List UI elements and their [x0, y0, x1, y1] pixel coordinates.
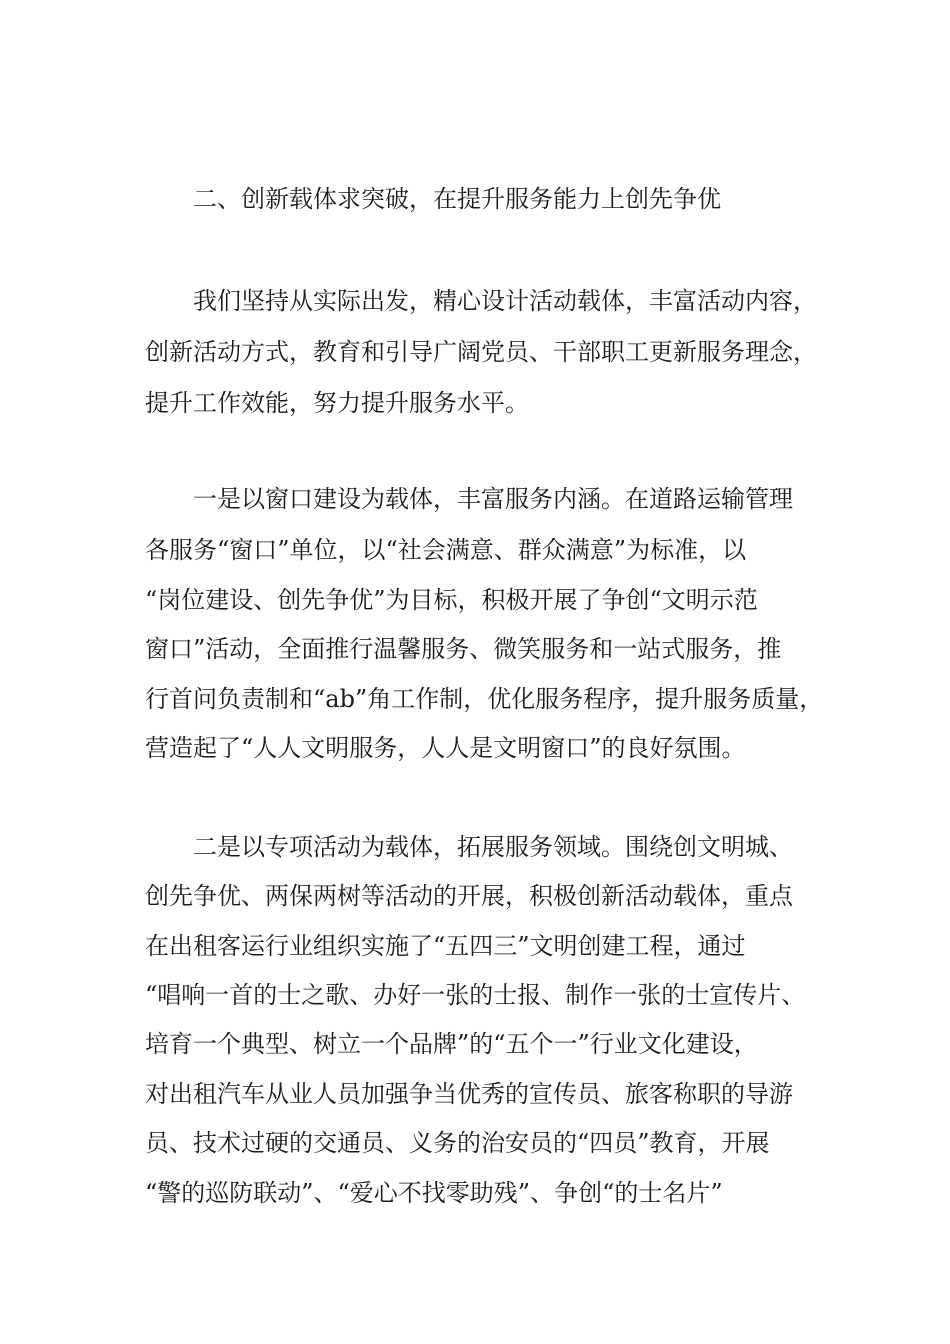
paragraph-line: 对出租汽车从业人员加强争当优秀的宣传员、旅客称职的导游: [145, 1080, 793, 1108]
paragraph-line: 提升工作效能，努力提升服务水平。: [145, 389, 529, 417]
paragraph-line: “唱响一首的士之歌、办好一张的士报、制作一张的士宣传片、: [145, 981, 806, 1009]
paragraph-line: 一是以窗口建设为载体，丰富服务内涵。在道路运输管理: [193, 485, 793, 513]
paragraph-line: “岗位建设、创先争优”为目标，积极开展了争创“文明示范: [145, 586, 758, 614]
paragraph-line: 创新活动方式，教育和引导广阔党员、干部职工更新服务理念，: [145, 338, 817, 366]
paragraph-line: 员、技术过硬的交通员、义务的治安员的“四员”教育，开展: [145, 1129, 770, 1157]
paragraph-line: “警的巡防联动”、“爱心不找零助残”、争创“的士名片”: [145, 1179, 723, 1207]
paragraph-line: 培育一个典型、树立一个品牌”的“五个一”行业文化建设，: [145, 1030, 758, 1058]
paragraph-line: 二是以专项活动为载体，拓展服务领域。围绕创文明城、: [193, 833, 793, 861]
paragraph-line: 行首问负责制和“ab”角工作制，优化服务程序，提升服务质量，: [145, 685, 824, 713]
paragraph-line: 创先争优、两保两树等活动的开展，积极创新活动载体，重点: [145, 882, 793, 910]
section-heading: 二、创新载体求突破，在提升服务能力上创先争优: [193, 185, 721, 213]
paragraph-line: 各服务“窗口”单位，以“社会满意、群众满意”为标准，以: [145, 536, 747, 564]
paragraph-line: 我们坚持从实际出发，精心设计活动载体，丰富活动内容，: [193, 287, 817, 315]
paragraph-line: 营造起了“人人文明服务，人人是文明窗口”的良好氛围。: [145, 734, 746, 762]
paragraph-line: 在出租客运行业组织实施了“五四三”文明创建工程，通过: [145, 932, 746, 960]
paragraph-line: 窗口”活动，全面推行温馨服务、微笑服务和一站式服务，推: [145, 635, 782, 663]
